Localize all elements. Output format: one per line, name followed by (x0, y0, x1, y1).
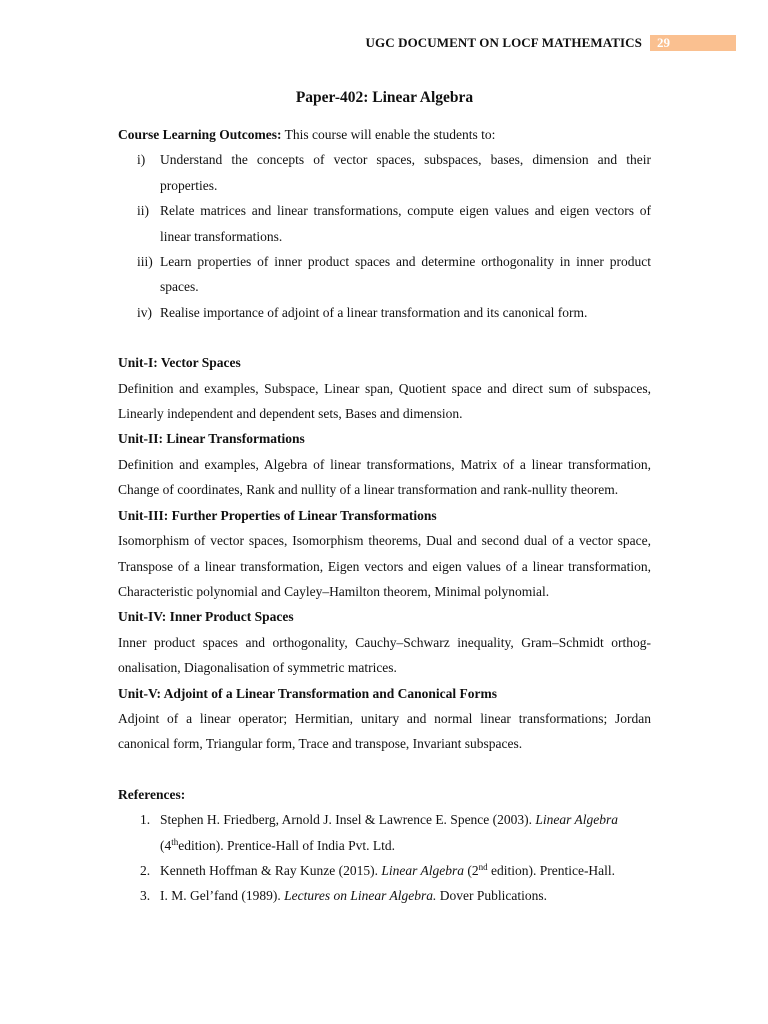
reference-edition-suffix: th (171, 836, 179, 847)
outcome-number: i) (137, 152, 146, 168)
unit-section (118, 604, 651, 680)
outcome-number: iv) (137, 304, 152, 320)
reference-authors: Kenneth Hoffman & Ray Kunze (2015). (160, 862, 382, 878)
outcomes-intro-text: This course will enable the students to: (284, 127, 496, 142)
reference-publisher: Dover Publications. (436, 888, 547, 904)
outcome-item (118, 198, 651, 249)
reference-authors: I. M. Gel’fand (1989). (160, 888, 285, 904)
unit-section (118, 681, 651, 757)
outcome-text: Understand the concepts of vector spaces, subspaces, bases, dimension and their properties. (160, 152, 651, 193)
outcome-text: Realise importance of adjoint of a linear transformation and its canonical form. (160, 304, 588, 320)
page-header (0, 34, 768, 52)
reference-number: 3. (140, 888, 151, 904)
unit-heading: Unit-IV: Inner Product Spaces (118, 609, 294, 625)
outcomes-intro (118, 122, 651, 147)
unit-body: Definition and examples, Subspace, Linear span, Quotient space and direct sum of subspaces, Linearly independent and dependent sets, Bases and dimension. (118, 380, 651, 422)
outcome-number: ii) (137, 203, 149, 219)
outcome-text: Relate matrices and linear transformations, compute eigen values and eigen vectors of linear transformations. (160, 203, 651, 244)
reference-edition-suffix: nd (478, 861, 488, 872)
reference-edition: (4 (160, 837, 172, 853)
reference-title: Linear Algebra (381, 862, 464, 878)
outcome-item (118, 300, 651, 325)
header-title: UGC DOCUMENT ON LOCF MATHEMATICS (365, 35, 642, 50)
unit-heading: Unit-V: Adjoint of a Linear Transformation and Canonical Forms (118, 685, 498, 701)
outcome-item (118, 249, 651, 300)
unit-heading: Unit-III: Further Properties of Linear Transformations (118, 507, 437, 523)
unit-body: Adjoint of a linear operator; Hermitian, unitary and normal linear transformations; Jordan canonical form, Triangular form, Trace and transpose, Invariant subspaces. (118, 710, 651, 752)
paper-title: Paper-402: Linear Algebra (295, 89, 474, 106)
unit-section (118, 503, 651, 605)
outcome-item (118, 147, 651, 198)
reference-number: 2. (140, 862, 151, 878)
unit-section (118, 350, 651, 426)
unit-body: Definition and examples, Algebra of linear transformations, Matrix of a linear transformation, Change of coordinates, Rank and nullity of a linear transformation and rank-nullity theorem. (118, 456, 651, 498)
unit-heading: Unit-II: Linear Transformations (118, 431, 305, 447)
outcome-text: Learn properties of inner product spaces and determine orthogonality in inner product spaces. (160, 254, 651, 295)
reference-publisher: edition). Prentice-Hall. (487, 862, 616, 878)
reference-item (118, 858, 651, 883)
section-spacer (118, 757, 651, 782)
reference-number: 1. (140, 812, 151, 828)
page-number-badge: 29 (650, 35, 736, 51)
unit-section (118, 426, 651, 502)
section-spacer (118, 325, 651, 350)
reference-title: Linear Algebra (535, 812, 619, 828)
reference-authors: Stephen H. Friedberg, Arnold J. Insel & Lawrence E. Spence (2003). (160, 812, 536, 828)
reference-item (118, 883, 651, 908)
references-list (118, 807, 651, 909)
outcomes-label: Course Learning Outcomes: (118, 127, 282, 142)
unit-body: Inner product spaces and orthogonality, Cauchy–Schwarz inequality, Gram–Schmidt orthog-onalisation, Diagonalisation of symmetric matrices. (118, 634, 651, 676)
outcomes-list (118, 147, 651, 325)
document-body (118, 88, 651, 909)
reference-title: Lectures on Linear Algebra. (284, 888, 437, 904)
reference-item (118, 807, 651, 858)
reference-publisher: edition). Prentice-Hall of India Pvt. Ltd. (178, 837, 395, 853)
outcome-number: iii) (137, 254, 153, 270)
reference-edition: (2 (463, 862, 479, 878)
references-heading: References: (118, 786, 186, 802)
unit-body: Isomorphism of vector spaces, Isomorphism theorems, Dual and second dual of a vector space, Transpose of a linear transformation, Eigen vectors and eigen values of a linear transformation, Characteristic polynomial and Cayley–Hamilton theorem, Minimal polynomial. (118, 533, 651, 599)
unit-heading: Unit-I: Vector Spaces (118, 355, 241, 371)
